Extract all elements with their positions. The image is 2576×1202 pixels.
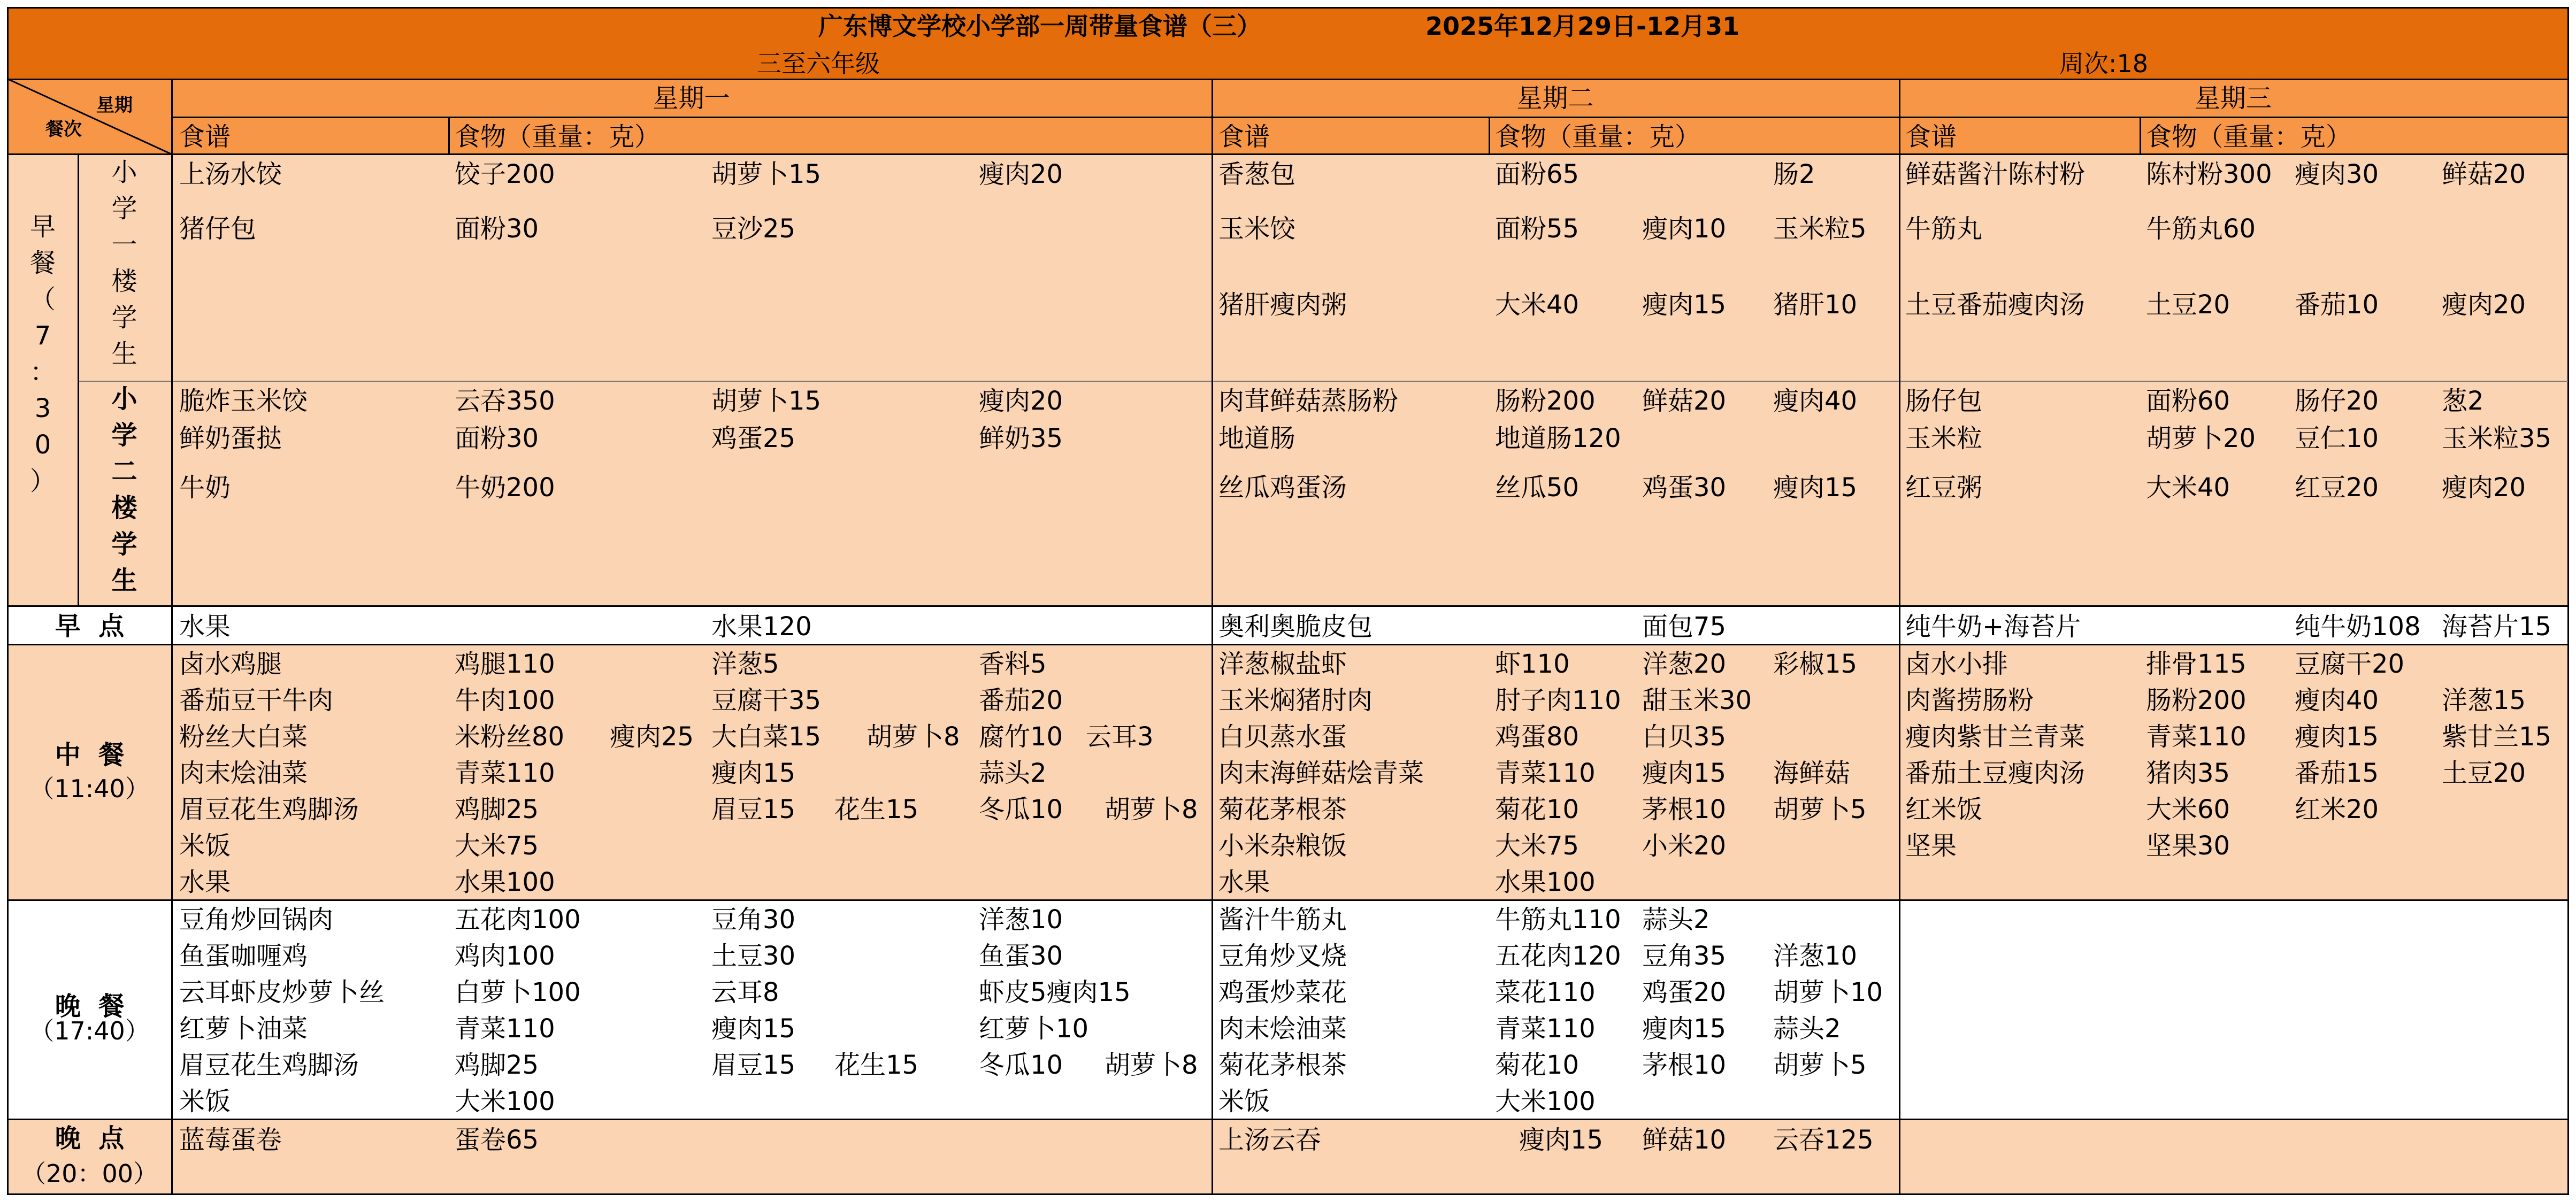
vertical-char: 学 <box>111 529 137 559</box>
tue-food-item: 大米40 <box>1495 290 1580 320</box>
day-header-mon: 星期一 <box>653 83 730 113</box>
wed-food-item: 坚果30 <box>2146 831 2230 861</box>
wed-food-item: 瘦肉40 <box>2295 685 2379 715</box>
mon-food-item: 番茄20 <box>979 685 1063 715</box>
week-label: 周次:18 <box>2059 49 2149 78</box>
rule <box>448 117 450 154</box>
rule <box>8 79 2568 80</box>
mon-food-item: 瘦肉20 <box>979 386 1063 416</box>
tue-food-item: 面粉55 <box>1495 214 1580 244</box>
tue-food-item: 青菜110 <box>1495 758 1596 788</box>
tue-food-item: 胡萝卜5 <box>1773 795 1867 825</box>
mon-food-item: 面粉30 <box>455 214 539 244</box>
lunch-time: （11:40） <box>29 774 150 803</box>
mon-food-item: 腐竹10 <box>979 722 1063 752</box>
tue-food-item: 豆角35 <box>1642 941 1727 971</box>
tue-food-item: 肠粉200 <box>1495 386 1596 416</box>
mon-recipe: 豆角炒回锅肉 <box>179 905 334 935</box>
tue-food-item: 瘦肉40 <box>1773 386 1858 416</box>
mon-food-item: 瘦肉15 <box>711 758 796 788</box>
tue-recipe: 小米杂粮饭 <box>1218 831 1347 861</box>
title-bar <box>8 8 2568 79</box>
mon-food-item: 白萝卜100 <box>455 977 581 1007</box>
tue-food-item: 鸡蛋80 <box>1495 722 1580 752</box>
mon-food-item: 胡萝卜8 <box>1105 795 1198 825</box>
mon-recipe: 鲜奶蛋挞 <box>179 423 282 453</box>
wed-food-label: 食物（重量：克） <box>2146 122 2352 152</box>
mon-food-item: 水果100 <box>455 867 555 897</box>
tue-recipe: 玉米饺 <box>1218 214 1296 244</box>
tue-food-item: 瘦肉15 <box>1642 290 1727 320</box>
rule <box>1489 117 1490 154</box>
tue-food-item: 面粉65 <box>1495 159 1580 189</box>
mon-food-item: 眉豆15 <box>711 795 796 825</box>
wed-food-item: 洋葱15 <box>2442 685 2526 715</box>
tue-recipe: 洋葱椒盐虾 <box>1218 649 1347 679</box>
tue-recipe: 菊花茅根茶 <box>1218 1050 1347 1080</box>
tue-recipe: 肉茸鲜菇蒸肠粉 <box>1218 386 1399 416</box>
tue-food-item: 瘦肉10 <box>1642 214 1727 244</box>
mon-recipe: 水果 <box>179 612 231 642</box>
mon-recipe: 猪仔包 <box>179 214 257 244</box>
wed-recipe: 肉酱捞肠粉 <box>1905 685 2034 715</box>
mon-food-item: 鸡肉100 <box>455 941 555 971</box>
tue-food-item: 瘦肉15 <box>1642 758 1727 788</box>
tue-recipe: 地道肠 <box>1218 423 1296 453</box>
mon-food-item: 鸡腿110 <box>455 649 555 679</box>
tue-food-item: 猪肝10 <box>1773 290 1858 320</box>
mon-recipe: 米饭 <box>179 1087 231 1116</box>
wed-recipe: 玉米粒 <box>1905 423 1983 453</box>
tue-recipe: 丝瓜鸡蛋汤 <box>1218 473 1347 503</box>
tue-food-item: 大米100 <box>1495 1087 1596 1116</box>
tue-recipe: 玉米焖猪肘肉 <box>1218 685 1373 715</box>
border-bottom <box>8 1193 2569 1195</box>
vertical-char: 7 <box>34 321 51 351</box>
mon-food-item: 米粉丝80 <box>455 722 565 752</box>
tue-food-label: 食物（重量：克） <box>1495 122 1701 152</box>
mon-food-item: 蛋卷65 <box>455 1125 539 1155</box>
wed-food-item: 瘦肉20 <box>2442 290 2526 320</box>
mon-recipe: 番茄豆干牛肉 <box>179 685 334 715</box>
mon-food-item: 牛奶200 <box>455 473 555 503</box>
wed-food-item: 海苔片15 <box>2442 612 2552 642</box>
vertical-char: 生 <box>111 339 137 369</box>
vertical-char: 学 <box>111 194 137 224</box>
mon-food-item: 鱼蛋30 <box>979 941 1063 971</box>
mon-food-item: 鸡脚25 <box>455 795 539 825</box>
wed-recipe: 牛筋丸 <box>1905 214 1983 244</box>
vertical-char: 小 <box>111 157 137 187</box>
mon-food-item: 胡萝卜15 <box>711 159 822 189</box>
morning-snack-label: 早 点 <box>55 611 125 641</box>
corner-day-label: 星期 <box>96 95 133 116</box>
rule <box>171 79 173 1195</box>
wed-food-item: 红豆20 <box>2295 473 2379 503</box>
tue-food-item: 牛筋丸110 <box>1495 905 1621 935</box>
wed-recipe: 红米饭 <box>1905 795 1983 825</box>
tue-recipe: 酱汁牛筋丸 <box>1218 905 1347 935</box>
mon-food-item: 大米75 <box>455 831 539 861</box>
tue-food-item: 菜花110 <box>1495 977 1596 1007</box>
rule <box>1212 79 1213 1195</box>
wed-food-item: 土豆20 <box>2442 758 2526 788</box>
wed-food-item: 肠粉200 <box>2146 685 2247 715</box>
vertical-char: ） <box>29 466 56 496</box>
wed-food-item: 瘦肉30 <box>2295 159 2379 189</box>
tue-food-item: 瘦肉15 <box>1519 1125 1604 1155</box>
tue-recipe: 豆角炒叉烧 <box>1218 941 1347 971</box>
tue-food-item: 蒜头2 <box>1642 905 1710 935</box>
mon-food-item: 瘦肉25 <box>610 722 694 752</box>
wed-food-item: 紫甘兰15 <box>2442 722 2552 752</box>
rule <box>2140 117 2141 154</box>
tue-food-item: 菊花10 <box>1495 1050 1580 1080</box>
wed-food-item: 鲜菇20 <box>2442 159 2526 189</box>
wed-food-item: 葱2 <box>2442 386 2484 416</box>
wed-food-item: 青菜110 <box>2146 722 2247 752</box>
mon-food-item: 豆沙25 <box>711 214 796 244</box>
mon-food-item: 洋葱5 <box>711 649 779 679</box>
mon-food-item: 青菜110 <box>455 758 555 788</box>
mon-food-item: 云耳3 <box>1086 722 1154 752</box>
wed-food-item: 豆仁10 <box>2295 423 2379 453</box>
wed-food-item: 纯牛奶108 <box>2295 612 2421 642</box>
wed-food-item: 牛筋丸60 <box>2146 214 2256 244</box>
vertical-char: 早 <box>29 212 56 242</box>
mon-food-item: 花生15 <box>834 795 919 825</box>
mon-food-item: 豆角30 <box>711 905 796 935</box>
mon-food-item: 豆腐干35 <box>711 685 822 715</box>
vertical-char: 学 <box>111 303 137 333</box>
mon-food-item: 眉豆15 <box>711 1050 796 1080</box>
border-right <box>2567 7 2569 1195</box>
wed-food-item: 土豆20 <box>2146 290 2230 320</box>
vertical-char: 二 <box>111 457 137 487</box>
mon-food-item: 瘦肉20 <box>979 159 1063 189</box>
tue-food-item: 云吞125 <box>1773 1125 1874 1155</box>
wed-recipe: 红豆粥 <box>1905 473 1983 503</box>
dinner-time: （17:40） <box>29 1016 150 1045</box>
wed-food-item: 肠仔20 <box>2295 386 2379 416</box>
tue-recipe: 米饭 <box>1218 1087 1270 1116</box>
tue-recipe: 上汤云吞 <box>1218 1125 1322 1155</box>
tue-food-item: 青菜110 <box>1495 1014 1596 1044</box>
tue-recipe-label: 食谱 <box>1218 122 1270 152</box>
grade-label: 三至六年级 <box>757 49 880 78</box>
tue-recipe: 鸡蛋炒菜花 <box>1218 977 1347 1007</box>
rule <box>8 1119 2568 1120</box>
wed-food-item: 豆腐干20 <box>2295 649 2405 679</box>
mon-recipe-label: 食谱 <box>179 122 231 152</box>
tue-food-item: 肠2 <box>1773 159 1815 189</box>
day-header-wed: 星期三 <box>2194 83 2272 113</box>
wed-recipe: 卤水小排 <box>1905 649 2008 679</box>
mon-food-label: 食物（重量：克） <box>455 122 661 152</box>
mon-food-item: 云吞350 <box>455 386 555 416</box>
mon-recipe: 卤水鸡腿 <box>179 649 282 679</box>
mon-food-item: 大米100 <box>455 1087 555 1116</box>
wed-food-item: 面粉60 <box>2146 386 2230 416</box>
rule <box>8 605 2568 607</box>
tue-food-item: 菊花10 <box>1495 795 1580 825</box>
tue-food-item: 海鲜菇 <box>1773 758 1851 788</box>
mon-food-item: 胡萝卜8 <box>867 722 960 752</box>
wed-food-item: 陈村粉300 <box>2146 159 2272 189</box>
tue-food-item: 小米20 <box>1642 831 1727 861</box>
tue-food-item: 茅根10 <box>1642 795 1727 825</box>
vertical-char: ： <box>29 357 56 387</box>
wed-food-item: 番茄15 <box>2295 758 2379 788</box>
mon-food-item: 青菜110 <box>455 1014 555 1044</box>
tue-food-item: 彩椒15 <box>1773 649 1858 679</box>
wed-food-item: 瘦肉20 <box>2442 473 2526 503</box>
tue-food-item: 胡萝卜10 <box>1773 977 1883 1007</box>
tue-food-item: 鲜菇20 <box>1642 386 1727 416</box>
mon-recipe: 红萝卜油菜 <box>179 1014 308 1044</box>
rule <box>78 154 79 606</box>
vertical-char: 0 <box>34 430 51 460</box>
tue-recipe: 肉末海鲜菇烩青菜 <box>1218 758 1424 788</box>
tue-recipe: 肉末烩油菜 <box>1218 1014 1347 1044</box>
tue-food-item: 瘦肉15 <box>1642 1014 1727 1044</box>
vertical-char: 楼 <box>111 266 137 296</box>
rule <box>171 117 2568 118</box>
mon-food-item: 红萝卜10 <box>979 1014 1089 1044</box>
tue-food-item: 白贝35 <box>1642 722 1727 752</box>
mon-food-item: 蒜头2 <box>979 758 1047 788</box>
mon-food-item: 云耳8 <box>711 977 779 1007</box>
wed-food-item: 番茄10 <box>2295 290 2379 320</box>
mon-recipe: 米饭 <box>179 831 231 861</box>
mon-recipe: 牛奶 <box>179 473 231 503</box>
wed-food-item: 大米60 <box>2146 795 2230 825</box>
vertical-char: 楼 <box>111 493 137 523</box>
vertical-char: （ <box>29 284 56 314</box>
page-title: 广东博文学校小学部一周带量食谱（三） <box>818 12 1261 41</box>
corner-meal-label: 餐次 <box>45 119 82 140</box>
wed-food-item: 胡萝卜20 <box>2146 423 2256 453</box>
date-range: 2025年12月29日-12月31 <box>1425 12 1740 41</box>
vertical-char: 小 <box>111 384 137 414</box>
mon-recipe: 水果 <box>179 867 231 897</box>
mon-food-item: 香料5 <box>979 649 1047 679</box>
mon-recipe: 蓝莓蛋卷 <box>179 1125 282 1155</box>
lunch-label: 中 餐 <box>55 740 125 770</box>
tue-recipe: 菊花茅根茶 <box>1218 795 1347 825</box>
rule <box>78 381 2568 382</box>
tue-food-item: 鲜菇10 <box>1642 1125 1727 1155</box>
wed-food-item: 大米40 <box>2146 473 2230 503</box>
border-left <box>7 7 9 1195</box>
vertical-char: 餐 <box>29 248 56 278</box>
tue-food-item: 五花肉120 <box>1495 941 1621 971</box>
mon-food-item: 花生15 <box>834 1050 919 1080</box>
tue-food-item: 鸡蛋30 <box>1642 473 1727 503</box>
mon-food-item: 胡萝卜8 <box>1105 1050 1198 1080</box>
mon-recipe: 脆炸玉米饺 <box>179 386 308 416</box>
tue-recipe: 奥利奥脆皮包 <box>1218 612 1373 642</box>
mon-recipe: 云耳虾皮炒萝卜丝 <box>179 977 385 1007</box>
mon-food-item: 土豆30 <box>711 941 796 971</box>
wed-food-item: 瘦肉15 <box>2295 722 2379 752</box>
tue-food-item: 玉米粒5 <box>1773 214 1867 244</box>
tue-food-item: 虾110 <box>1495 649 1570 679</box>
day-header-tue: 星期二 <box>1516 83 1594 113</box>
tue-food-item: 鸡蛋20 <box>1642 977 1727 1007</box>
tue-food-item: 洋葱20 <box>1642 649 1727 679</box>
wed-recipe: 坚果 <box>1905 831 1957 861</box>
mon-recipe: 上汤水饺 <box>179 159 282 189</box>
wed-recipe: 纯牛奶+海苔片 <box>1905 612 2081 642</box>
rule <box>8 153 2568 155</box>
mon-food-item: 鸡脚25 <box>455 1050 539 1080</box>
mon-food-item: 鸡蛋25 <box>711 423 796 453</box>
tue-food-item: 肘子肉110 <box>1495 685 1621 715</box>
wed-recipe-label: 食谱 <box>1905 122 1957 152</box>
wed-recipe: 土豆番茄瘦肉汤 <box>1905 290 2086 320</box>
tue-food-item: 洋葱10 <box>1773 941 1858 971</box>
mon-food-item: 面粉30 <box>455 423 539 453</box>
wed-recipe: 肠仔包 <box>1905 386 1983 416</box>
tue-food-item: 茅根10 <box>1642 1050 1727 1080</box>
mon-food-item: 虾皮5瘦肉15 <box>979 977 1131 1007</box>
dinner-label: 晚 餐 <box>55 991 125 1021</box>
tue-recipe: 白贝蒸水蛋 <box>1218 722 1347 752</box>
tue-food-item: 地道肠120 <box>1495 423 1621 453</box>
wed-food-item: 玉米粒35 <box>2442 423 2552 453</box>
vertical-char: 生 <box>111 566 137 596</box>
rule <box>8 899 2568 901</box>
wed-food-item: 猪肉35 <box>2146 758 2230 788</box>
mon-recipe: 肉末烩油菜 <box>179 758 308 788</box>
mon-recipe: 眉豆花生鸡脚汤 <box>179 1050 359 1080</box>
tue-food-item: 瘦肉15 <box>1773 473 1858 503</box>
vertical-char: 一 <box>111 230 137 260</box>
mon-food-item: 大白菜15 <box>711 722 822 752</box>
mon-recipe: 鱼蛋咖喱鸡 <box>179 941 308 971</box>
mon-food-item: 水果120 <box>711 612 812 642</box>
tue-recipe: 猪肝瘦肉粥 <box>1218 290 1347 320</box>
tue-food-item: 水果100 <box>1495 867 1596 897</box>
rule <box>1899 79 1900 1195</box>
mon-food-item: 冬瓜10 <box>979 1050 1063 1080</box>
wed-recipe: 番茄土豆瘦肉汤 <box>1905 758 2086 788</box>
border-top <box>8 7 2569 9</box>
wed-food-item: 排骨115 <box>2146 649 2247 679</box>
mon-food-item: 牛肉100 <box>455 685 555 715</box>
tue-recipe: 水果 <box>1218 867 1270 897</box>
mon-food-item: 洋葱10 <box>979 905 1063 935</box>
tue-food-item: 甜玉米30 <box>1642 685 1752 715</box>
mon-recipe: 粉丝大白菜 <box>179 722 308 752</box>
vertical-char: 3 <box>34 394 51 423</box>
mon-food-item: 饺子200 <box>455 159 555 189</box>
evening-snack-label: 晚 点 <box>55 1123 125 1153</box>
tue-food-item: 丝瓜50 <box>1495 473 1580 503</box>
rule <box>8 644 2568 645</box>
mon-food-item: 鲜奶35 <box>979 423 1063 453</box>
tue-food-item: 面包75 <box>1642 612 1727 642</box>
mon-recipe: 眉豆花生鸡脚汤 <box>179 795 359 825</box>
mon-food-item: 瘦肉15 <box>711 1014 796 1044</box>
mon-food-item: 胡萝卜15 <box>711 386 822 416</box>
tue-food-item: 大米75 <box>1495 831 1580 861</box>
tue-recipe: 香葱包 <box>1218 159 1296 189</box>
tue-food-item: 胡萝卜5 <box>1773 1050 1867 1080</box>
wed-recipe: 鲜菇酱汁陈村粉 <box>1905 159 2086 189</box>
evening-snack-time: （20：00） <box>21 1159 158 1188</box>
vertical-char: 学 <box>111 420 137 450</box>
mon-food-item: 五花肉100 <box>455 905 581 935</box>
corner-diagonal <box>8 79 171 154</box>
wed-food-item: 红米20 <box>2295 795 2379 825</box>
tue-food-item: 蒜头2 <box>1773 1014 1841 1044</box>
wed-recipe: 瘦肉紫甘兰青菜 <box>1905 722 2086 752</box>
mon-food-item: 冬瓜10 <box>979 795 1063 825</box>
